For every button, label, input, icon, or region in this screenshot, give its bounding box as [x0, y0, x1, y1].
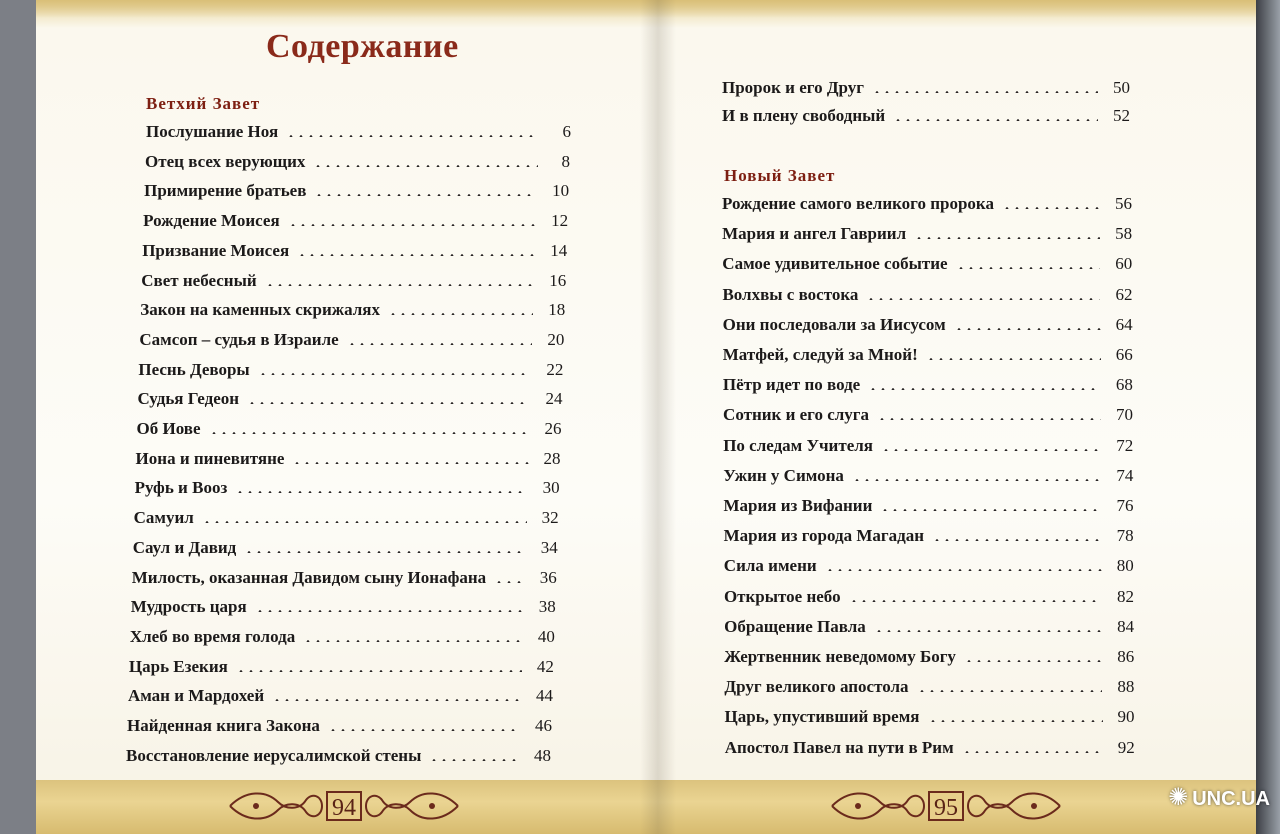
toc-entry-page: 20	[547, 329, 565, 349]
toc-dot-leader	[247, 402, 530, 404]
toc-dot-leader	[962, 751, 1103, 753]
toc-entry	[724, 522, 1134, 546]
toc-entry-page: 22	[546, 359, 564, 379]
toc-entry-page: 60	[1115, 254, 1133, 274]
toc-entry-title: Судья Гедеон	[137, 389, 240, 409]
toc-entry-title: Друг великого апостола	[724, 677, 909, 697]
toc-dot-leader	[868, 388, 1101, 390]
toc-entry-page: 66	[1115, 345, 1133, 364]
toc-entry-page: 52	[1113, 106, 1130, 125]
page-number: 95	[928, 791, 964, 821]
toc-entry	[129, 653, 554, 677]
toc-dot-leader	[872, 91, 1098, 93]
toc-entry-title: Пётр идет по воде	[722, 375, 861, 395]
toc-dot-leader	[202, 521, 527, 523]
toc-entry-title: Саул и Давид	[132, 537, 237, 557]
right-page	[658, 0, 1256, 834]
toc-entry-title: Найденная книга Закона	[127, 716, 320, 735]
toc-dot-leader	[849, 600, 1102, 602]
toc-dot-leader	[235, 491, 527, 493]
toc-entry-page: 74	[1116, 465, 1134, 485]
toc-dot-leader	[877, 418, 1101, 420]
toc-entry	[722, 281, 1132, 305]
toc-entry	[128, 682, 553, 706]
toc-dot-leader	[964, 660, 1102, 662]
toc-dot-leader	[347, 343, 533, 345]
page-number: 94	[326, 791, 362, 821]
toc-entry-title: Рождение Моисея	[143, 211, 280, 231]
toc-dot-leader	[932, 539, 1102, 541]
page-top-band	[658, 0, 1256, 18]
toc-dot-leader	[255, 610, 524, 612]
section-heading-new-testament: Новый Завет	[724, 166, 836, 185]
toc-entry-title: Сотник и его слуга	[723, 405, 870, 425]
toc-entry-title: Открытое небо	[723, 586, 841, 606]
toc-entry	[143, 207, 568, 231]
toc-entry-title: Мария из города Магадан	[723, 526, 925, 546]
toc-entry-page: 32	[541, 508, 559, 528]
toc-dot-leader	[866, 298, 1100, 300]
toc-entry-page: 50	[1113, 78, 1130, 97]
toc-entry	[137, 385, 562, 409]
toc-entry-page: 42	[536, 656, 554, 676]
toc-entry	[131, 593, 556, 617]
toc-entry-title: Иона и пиневитяне	[135, 448, 285, 468]
toc-dot-leader	[328, 729, 520, 731]
toc-entry	[138, 356, 563, 380]
toc-entry	[724, 643, 1134, 667]
page-title: Содержание	[266, 28, 459, 65]
toc-dot-leader	[209, 432, 530, 434]
toc-entry-title: Рождение самого великого пророка	[722, 194, 994, 213]
toc-entry	[723, 341, 1133, 365]
toc-entry-title: Жертвенник неведомому Богу	[724, 647, 956, 666]
toc-entry-page: 76	[1116, 496, 1134, 515]
toc-entry-title: Царь Езекия	[128, 656, 228, 676]
toc-entry-page: 30	[542, 478, 560, 498]
toc-dot-leader	[928, 720, 1103, 722]
toc-dot-leader	[258, 373, 532, 375]
toc-entry	[723, 311, 1133, 335]
footer-ornament	[226, 786, 462, 826]
toc-entry	[725, 703, 1135, 727]
toc-entry-title: Милость, оказанная Давидом сыну Ионафана	[131, 567, 487, 587]
toc-entry	[144, 177, 569, 201]
toc-dot-leader	[494, 581, 525, 583]
toc-entry	[722, 250, 1132, 274]
section-heading-old-testament: Ветхий Завет	[146, 94, 261, 113]
toc-entry-title: Песнь Деворы	[138, 359, 250, 379]
toc-entry-title: И в плену свободный	[722, 106, 886, 125]
toc-entry-title: Мудрость царя	[130, 597, 247, 617]
background-edge	[1256, 0, 1280, 834]
toc-entry	[724, 583, 1134, 607]
toc-entry-page: 16	[549, 270, 567, 290]
toc-dot-leader	[429, 759, 519, 761]
toc-entry-title: Пророк и его Друг	[722, 78, 864, 97]
toc-entry	[725, 734, 1135, 758]
toc-entry	[723, 432, 1133, 456]
toc-entry	[722, 220, 1132, 244]
toc-dot-leader	[297, 254, 535, 256]
toc-entry	[724, 613, 1134, 637]
toc-entry-page: 58	[1115, 224, 1133, 244]
toc-entry	[135, 474, 560, 498]
toc-entry-page: 18	[548, 300, 566, 320]
toc-entry-page: 86	[1117, 647, 1135, 666]
toc-entry	[722, 74, 1130, 98]
toc-dot-leader	[286, 135, 539, 137]
toc-entry-page: 70	[1116, 405, 1134, 425]
toc-entry	[145, 148, 570, 172]
footer-band	[36, 780, 658, 834]
toc-entry-page: 56	[1115, 194, 1132, 213]
toc-entry-page: 82	[1116, 586, 1134, 606]
toc-entry-page: 6	[562, 122, 571, 141]
toc-entry-title: По следам Учителя	[723, 435, 873, 455]
toc-dot-leader	[314, 194, 537, 196]
toc-dot-leader	[881, 449, 1101, 451]
toc-dot-leader	[874, 630, 1102, 632]
toc-entry	[724, 492, 1134, 516]
toc-dot-leader	[272, 699, 521, 701]
toc-dot-leader	[244, 551, 525, 553]
toc-entry-page: 28	[543, 448, 561, 468]
toc-dot-leader	[288, 224, 536, 226]
toc-entry-title: Самсоп – судья в Израиле	[139, 329, 339, 349]
toc-entry-page: 78	[1116, 526, 1134, 546]
toc-entry-page: 90	[1117, 707, 1135, 727]
page-top-band	[36, 0, 658, 18]
toc-entry-title: Свет небесный	[141, 270, 257, 290]
toc-entry-title: Матфей, следуй за Мной!	[722, 345, 918, 364]
toc-dot-leader	[852, 479, 1101, 481]
toc-dot-leader	[236, 670, 522, 672]
footer-band	[658, 780, 1256, 834]
toc-entry	[133, 534, 558, 558]
toc-entry	[724, 552, 1134, 576]
toc-dot-leader	[893, 119, 1098, 121]
toc-entry	[141, 267, 566, 291]
toc-dot-leader	[1002, 207, 1100, 209]
toc-dot-leader	[917, 690, 1103, 692]
toc-entry-page: 40	[537, 626, 555, 646]
toc-entry	[132, 564, 557, 588]
toc-entry-title: Об Иове	[136, 419, 201, 438]
toc-entry	[140, 296, 565, 320]
watermark-text: UNC.UA	[1192, 788, 1270, 810]
toc-dot-leader	[313, 165, 538, 167]
toc-entry	[724, 673, 1134, 697]
toc-entry-title: Руфь и Вооз	[134, 478, 228, 498]
toc-entry-page: 72	[1116, 435, 1134, 455]
toc-entry	[130, 623, 555, 647]
toc-entry-title: Отец всех верующих	[145, 151, 306, 171]
toc-entry-title: Мария и ангел Гавриил	[722, 224, 907, 244]
toc-entry-title: Аман и Мардохей	[127, 686, 265, 706]
toc-entry	[127, 712, 552, 736]
toc-entry-page: 62	[1115, 284, 1133, 304]
toc-entry-page: 24	[545, 389, 563, 409]
toc-entry-page: 84	[1117, 616, 1135, 636]
toc-entry-title: Обращение Павла	[724, 616, 866, 636]
toc-entry-page: 38	[538, 597, 556, 617]
toc-entry-page: 48	[534, 745, 552, 765]
toc-entry-title: Ужин у Симона	[723, 465, 844, 485]
toc-entry-title: Закон на каменных скрижалях	[140, 300, 381, 320]
toc-entry-page: 80	[1116, 556, 1134, 576]
toc-entry-page: 64	[1115, 314, 1133, 334]
toc-dot-leader	[825, 569, 1102, 571]
toc-entry-title: Волхвы с востока	[722, 284, 859, 304]
toc-entry	[136, 445, 561, 469]
toc-entry-page: 92	[1117, 737, 1135, 757]
toc-entry-title: Царь, упустивший время	[724, 707, 920, 727]
toc-entry	[723, 401, 1133, 425]
toc-entry-title: Послушание Ноя	[146, 122, 279, 141]
toc-entry-title: Хлеб во время голода	[129, 626, 296, 646]
sun-icon: ✺	[1168, 784, 1189, 811]
toc-dot-leader	[292, 462, 528, 464]
toc-entry-page: 34	[540, 537, 558, 557]
toc-entry	[146, 118, 571, 142]
toc-entry	[137, 415, 562, 439]
toc-entry	[142, 237, 567, 261]
toc-entry-page: 14	[550, 240, 568, 260]
toc-entry-page: 36	[539, 567, 557, 587]
toc-dot-leader	[926, 358, 1101, 360]
toc-entry	[722, 190, 1132, 214]
toc-entry	[126, 742, 551, 766]
toc-entry-title: Призвание Моисея	[142, 240, 290, 260]
toc-dot-leader	[303, 640, 523, 642]
toc-entry-page: 44	[535, 686, 553, 706]
toc-entry	[134, 504, 559, 528]
toc-dot-leader	[388, 313, 533, 315]
left-page	[36, 0, 658, 834]
footer-ornament	[828, 786, 1064, 826]
toc-entry-page: 8	[561, 151, 571, 171]
toc-entry-page: 46	[535, 716, 552, 735]
toc-entry-page: 68	[1115, 375, 1133, 395]
toc-entry-page: 10	[552, 181, 570, 201]
toc-entry-title: Сила имени	[723, 556, 817, 576]
toc-entry-title: Апостол Павел на пути в Рим	[724, 737, 954, 757]
toc-entry	[722, 102, 1130, 126]
watermark	[1168, 783, 1270, 812]
toc-entry-page: 88	[1117, 677, 1135, 697]
toc-entry-page: 26	[544, 419, 562, 438]
toc-entry-title: Примирение братьев	[144, 181, 307, 201]
toc-entry-page: 12	[551, 211, 569, 231]
toc-entry-title: Самуил	[133, 508, 194, 528]
toc-entry-title: Они последовали за Иисусом	[722, 314, 946, 334]
toc-dot-leader	[880, 509, 1101, 511]
toc-dot-leader	[956, 267, 1101, 269]
toc-dot-leader	[954, 328, 1101, 330]
toc-entry-title: Мария из Вифании	[723, 496, 873, 515]
toc-entry-title: Самое удивительное событие	[722, 254, 948, 274]
toc-dot-leader	[914, 237, 1100, 239]
toc-entry-title: Восстановление иерусалимской стены	[126, 745, 422, 765]
toc-entry	[723, 371, 1133, 395]
toc-entry	[139, 326, 564, 350]
toc-entry	[723, 462, 1133, 486]
toc-dot-leader	[265, 284, 535, 286]
